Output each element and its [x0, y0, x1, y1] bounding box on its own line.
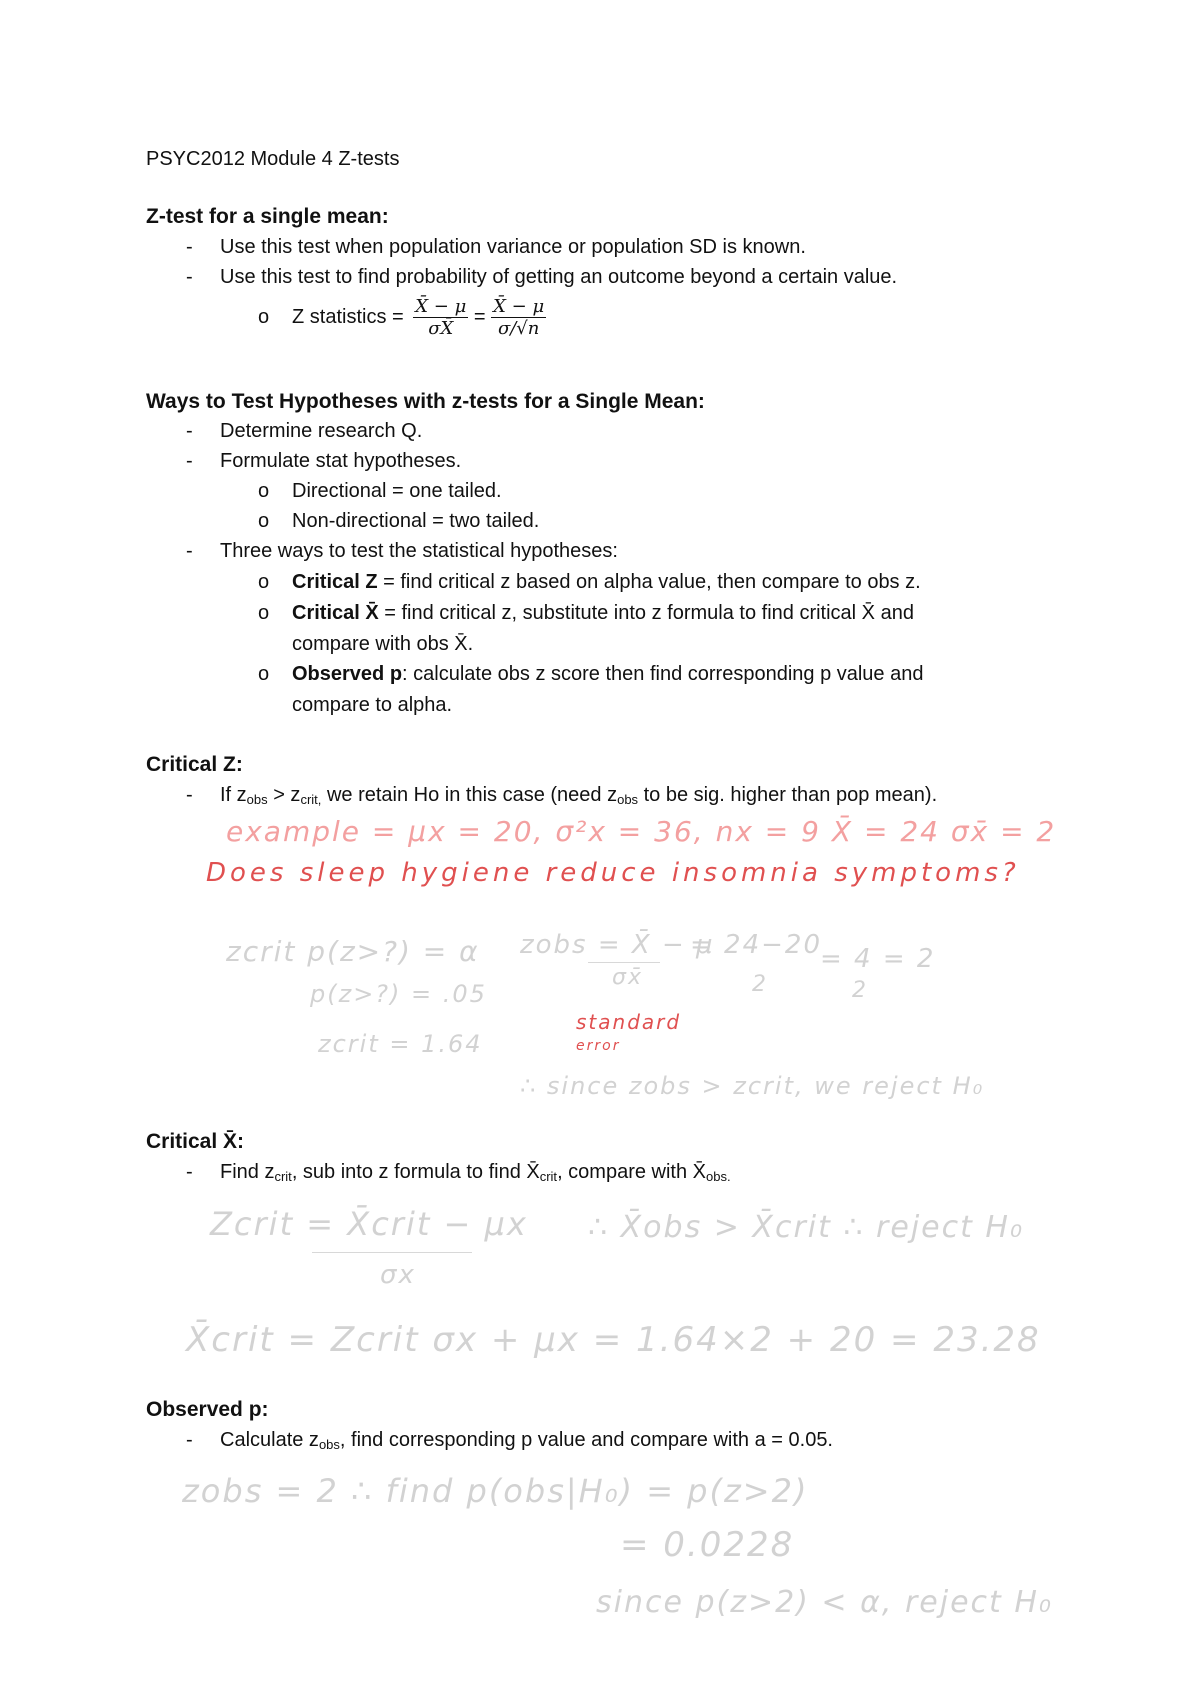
bullet-item: - Three ways to test the statistical hypotheses:: [186, 540, 618, 562]
handwritten-p-conclusion: since p(z>2) < α, reject H₀: [596, 1585, 1053, 1620]
handwritten-substitution: = 24−20: [690, 930, 823, 960]
handwritten-conclusion: ∴ since zobs > zcrit, we reject H₀: [520, 1072, 985, 1100]
handwritten-sigma: σx: [380, 1260, 416, 1290]
sub-bullet-item: o Critical X̄ = find critical z, substitute into z formula to find critical X̄ and: [258, 602, 914, 624]
bullet-item: - Find zcrit, sub into z formula to find X̄crit, compare with X̄obs.: [186, 1161, 731, 1184]
heading-observed-p: Observed p:: [146, 1398, 269, 1421]
formula-label: Z statistics =: [292, 305, 404, 328]
handwritten-zcrit-formula: Zcrit = X̄crit − μx: [210, 1205, 528, 1243]
handwritten-question: Does sleep hygiene reduce insomnia symptoms?: [206, 858, 1020, 888]
handwritten-zcrit-value: zcrit = 1.64: [318, 1030, 483, 1058]
heading-critical-z: Critical Z:: [146, 753, 243, 776]
handwritten-denominator: 2: [752, 972, 768, 997]
bullet-item: - Determine research Q.: [186, 420, 423, 442]
handwritten-standard: standard: [576, 1010, 682, 1034]
handwritten-xcrit-calc: X̄crit = Zcrit σx + μx = 1.64×2 + 20 = 23.28: [186, 1320, 1041, 1360]
heading-critical-xbar: Critical X̄:: [146, 1130, 245, 1153]
formula-line: o Z statistics = $\frac{X̄ - \mu}{\sigma X̄}$ = $\frac{X̄ - \mu}{\sigma/√n}$: [258, 296, 545, 339]
handwritten-zobs: zobs = X̄ − μ: [520, 930, 715, 960]
bullet-item: - Use this test to find probability of getting an outcome beyond a certain value.: [186, 266, 898, 288]
handwritten-pvalue: = 0.0228: [620, 1525, 795, 1565]
handwritten-xbar-compare: ∴ X̄obs > X̄crit ∴ reject H₀: [588, 1210, 1025, 1245]
sub-bullet-item: o Observed p: calculate obs z score then find corresponding p value and: [258, 663, 924, 685]
handwritten-zcrit: zcrit p(z>?) = α: [226, 935, 480, 968]
sub-bullet-item: o Critical Z = find critical z based on alpha value, then compare to obs z.: [258, 571, 921, 593]
document-title: PSYC2012 Module 4 Z-tests: [146, 148, 400, 170]
handwritten-result: = 4 = 2: [820, 944, 936, 974]
formula-fraction-1: $\frac{X̄ - \mu}{\sigma X̄}$: [415, 296, 467, 339]
bullet-item: - Formulate stat hypotheses.: [186, 450, 462, 472]
sub-bullet-item: o Directional = one tailed.: [258, 480, 502, 502]
handwritten-example: example = μx = 20, σ²x = 36, nx = 9 X̄ = 24 σx̄ = 2: [226, 815, 1057, 848]
heading-z-test-single-mean: Z-test for a single mean:: [146, 205, 389, 228]
heading-ways-to-test: Ways to Test Hypotheses with z-tests for a Single Mean:: [146, 390, 705, 413]
handwritten-denominator-2: 2: [852, 978, 868, 1003]
sub-bullet-item: o Non-directional = two tailed.: [258, 510, 540, 532]
bullet-item: - Calculate zobs, find corresponding p value and compare with a = 0.05.: [186, 1429, 833, 1452]
sub-bullet-continuation: compare with obs X̄.: [292, 633, 474, 655]
bullet-item: - Use this test when population variance or population SD is known.: [186, 236, 806, 258]
handwritten-error: error: [576, 1038, 621, 1054]
handwritten-zobs-value: zobs = 2 ∴ find p(obs|H₀) = p(z>2): [182, 1472, 809, 1510]
formula-fraction-2: $\frac{X̄ - \mu}{\sigma/√n}$: [493, 296, 545, 339]
handwritten-se: σx̄: [612, 965, 643, 990]
handwritten-prob: p(z>?) = .05: [310, 980, 487, 1008]
bullet-item: - If zobs > zcrit, we retain Ho in this case (need zobs to be sig. higher than pop mean).: [186, 784, 938, 807]
sub-bullet-continuation: compare to alpha.: [292, 694, 453, 716]
